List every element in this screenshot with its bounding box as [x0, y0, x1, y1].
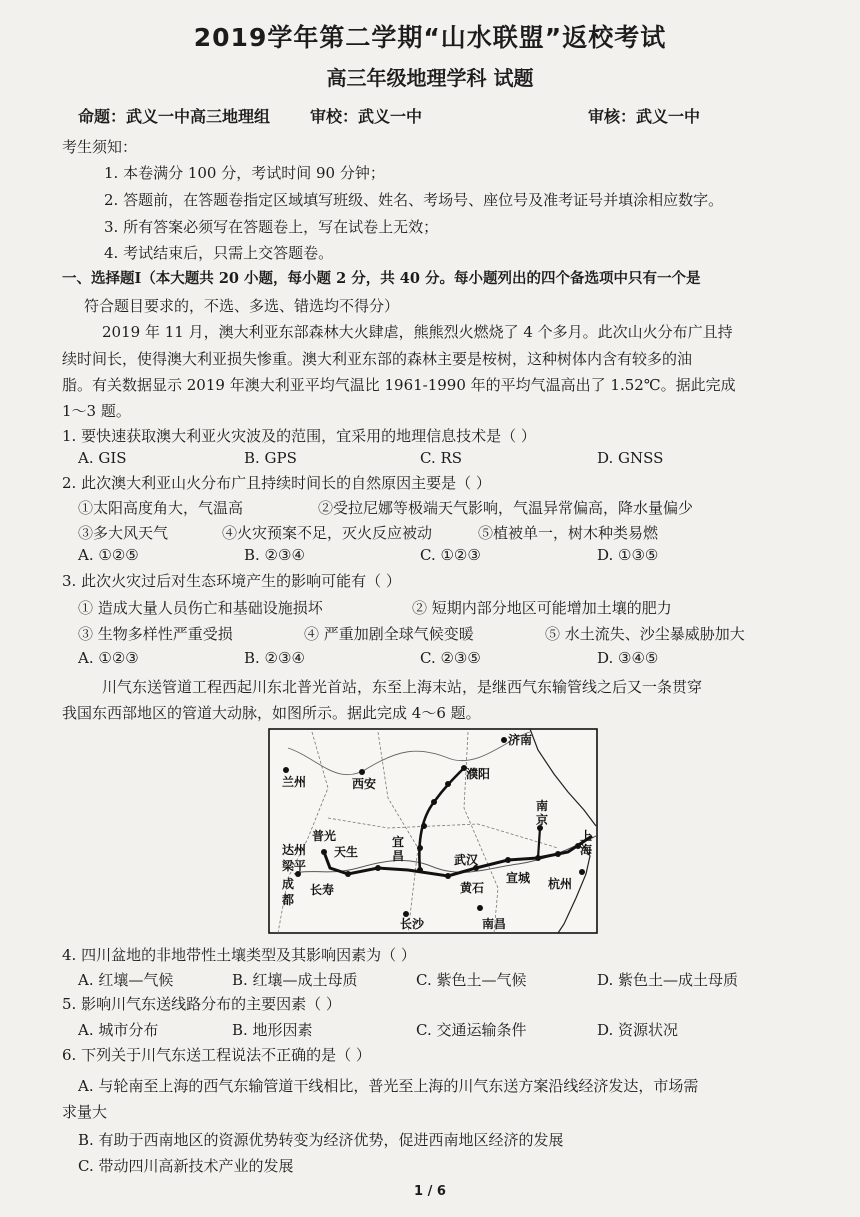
passage-line: 脂。有关数据显示 2019 年澳大利亚平均气温比 1961-1990 年的平均气温高出了 1.52℃。据此完成	[62, 376, 736, 394]
passage-line: 1～3 题。	[62, 402, 131, 420]
option-d: D. GNSS	[597, 449, 664, 467]
option-b: B. ②③④	[244, 546, 305, 564]
option-b: B. ②③④	[244, 649, 305, 667]
city-label-huangshi: 黄石	[460, 881, 485, 895]
city-label-jinan: 济南	[508, 733, 533, 747]
option-b: B. 红壤—成土母质	[232, 971, 358, 989]
city-label-yichang: 宜	[392, 835, 405, 849]
notice-item: 2. 答题前，在答题卷指定区域填写班级、姓名、考场号、座位号及准考证号并填涂相应数字。	[104, 191, 724, 209]
statement-1: ①太阳高度角大，气温高	[78, 499, 244, 517]
option-d: D. ③④⑤	[597, 649, 659, 667]
option-b: B. 有助于西南地区的资源优势转变为经济优势，促进西南地区经济的发展	[78, 1131, 564, 1149]
option-a: A. 城市分布	[78, 1021, 159, 1039]
statement-1: ① 造成大量人员伤亡和基础设施损坏	[78, 599, 323, 617]
question-1-options	[0, 449, 860, 469]
statement-5: ⑤ 水土流失、沙尘暴威胁加大	[545, 625, 745, 643]
city-label-changshou: 长寿	[310, 883, 335, 897]
notice-heading: 考生须知：	[62, 138, 138, 156]
city-label-nanjing: 京	[536, 813, 549, 827]
option-a-cont: 求量大	[62, 1103, 108, 1121]
notice-item: 1. 本卷满分 100 分，考试时间 90 分钟；	[104, 164, 385, 182]
city-label-yichang: 昌	[392, 849, 405, 863]
passage-line: 2019 年 11 月，澳大利亚东部森林大火肆虐，熊熊烈火燃烧了 4 个多月。此次山火分布广且持	[102, 323, 733, 341]
notice-item: 4. 考试结束后，只需上交答题卷。	[104, 244, 334, 262]
option-d: D. ①③⑤	[597, 546, 659, 564]
option-c: C. 带动四川高新技术产业的发展	[78, 1157, 294, 1175]
question-6-stem: 6. 下列关于川气东送工程说法不正确的是（ ）	[62, 1046, 371, 1064]
question-3-statements	[0, 597, 860, 617]
question-3-stem: 3. 此次火灾过后对生态环境产生的影响可能有（ ）	[62, 572, 401, 590]
city-label-chengdu: 都	[282, 893, 295, 907]
city-label-tiansheng: 天生	[334, 845, 359, 859]
statement-2: ② 短期内部分地区可能增加土壤的肥力	[412, 599, 672, 617]
exam-subtitle: 高三年级地理学科 试题	[326, 66, 534, 90]
question-4-options	[0, 969, 860, 989]
city-label-puyang: 濮阳	[466, 767, 491, 781]
statement-5: ⑤植被单一，树木种类易燃	[478, 524, 659, 542]
city-label-wuhan: 武汉	[454, 853, 479, 867]
question-2-stem: 2. 此次澳大利亚山火分布广且持续时间长的自然原因主要是（ ）	[62, 474, 491, 492]
option-c: C. 交通运输条件	[416, 1021, 527, 1039]
checker: 审校：武义一中	[310, 107, 423, 126]
city-label-shanghai: 海	[580, 843, 593, 857]
question-2-options	[0, 546, 860, 566]
city-label-nanchang: 南昌	[482, 917, 507, 931]
city-label-xian: 西安	[352, 777, 377, 791]
option-d: D. 紫色土—成土母质	[597, 971, 739, 989]
authors-line	[78, 104, 778, 130]
option-c: C. RS	[420, 449, 463, 467]
city-label-dazhou: 达州	[282, 843, 307, 857]
statement-3: ③多大风天气	[78, 524, 169, 542]
question-3-options	[0, 649, 860, 669]
option-c: C. 紫色土—气候	[416, 971, 527, 989]
passage-line: 续时间长，使得澳大利亚损失惨重。澳大利亚东部的森林主要是桉树，这种树体内含有较多的油	[62, 350, 693, 368]
statement-2: ②受拉尼娜等极端天气影响，气温异常偏高，降水量偏少	[318, 499, 694, 517]
city-label-nanjing: 南	[536, 799, 549, 813]
page-number: 1 / 6	[414, 1184, 446, 1199]
option-a: A. ①②⑤	[78, 546, 139, 564]
city-label-changsha: 长沙	[400, 917, 425, 931]
option-a: A. 红壤—气候	[78, 971, 174, 989]
option-b: B. GPS	[244, 449, 297, 467]
city-label-puguang: 普光	[312, 829, 337, 843]
question-1-stem: 1. 要快速获取澳大利亚火灾波及的范围，宜采用的地理信息技术是（ ）	[62, 427, 536, 445]
option-d: D. 资源状况	[597, 1021, 679, 1039]
statement-3: ③ 生物多样性严重受损	[78, 625, 233, 643]
city-label-shanghai: 上	[580, 829, 593, 843]
passage-line: 川气东送管道工程西起川东北普光首站，东至上海末站，是继西气东输管线之后又一条贯穿	[102, 678, 703, 696]
question-5-stem: 5. 影响川气东送线路分布的主要因素（ ）	[62, 995, 341, 1013]
city-label-liangping: 梁平	[282, 859, 307, 873]
city-label-hangzhou: 杭州	[548, 877, 573, 891]
notice-item: 3. 所有答案必须写在答题卷上，写在试卷上无效；	[104, 218, 439, 236]
option-a: A. GIS	[78, 449, 127, 467]
question-4-stem: 4. 四川盆地的非地带性土壤类型及其影响因素为（ ）	[62, 946, 416, 964]
option-c: C. ①②③	[420, 546, 481, 564]
section-heading-cont: 符合题目要求的，不选、多选、错选均不得分）	[84, 297, 400, 315]
question-2-statements	[0, 522, 860, 542]
pipeline-map	[268, 728, 598, 934]
setter: 命题：武义一中高三地理组	[78, 107, 271, 126]
city-label-xuancheng: 宣城	[506, 871, 531, 885]
option-b: B. 地形因素	[232, 1021, 313, 1039]
option-c: C. ②③⑤	[420, 649, 481, 667]
section-heading: 一、选择题Ⅰ（本大题共 20 小题，每小题 2 分，共 40 分。每小题列出的四个备选项中只有一个是	[62, 270, 701, 287]
city-label-lanzhou: 兰州	[282, 775, 307, 789]
question-3-statements	[0, 623, 860, 643]
city-label-chengdu: 成	[282, 877, 295, 891]
option-a: A. ①②③	[78, 649, 139, 667]
statement-4: ④ 严重加剧全球气候变暖	[304, 625, 474, 643]
option-a: A. 与轮南至上海的西气东输管道干线相比，普光至上海的川气东送方案沿线经济发达，市场需	[78, 1077, 699, 1095]
statement-4: ④火灾预案不足，灭火反应被动	[222, 524, 433, 542]
question-2-statements	[0, 497, 860, 517]
question-5-options	[0, 1019, 860, 1039]
exam-title: 2019学年第二学期“山水联盟”返校考试	[193, 23, 667, 52]
passage-line: 我国东西部地区的管道大动脉，如图所示。据此完成 4～6 题。	[62, 704, 481, 722]
reviewer: 审核：武义一中	[588, 107, 701, 126]
